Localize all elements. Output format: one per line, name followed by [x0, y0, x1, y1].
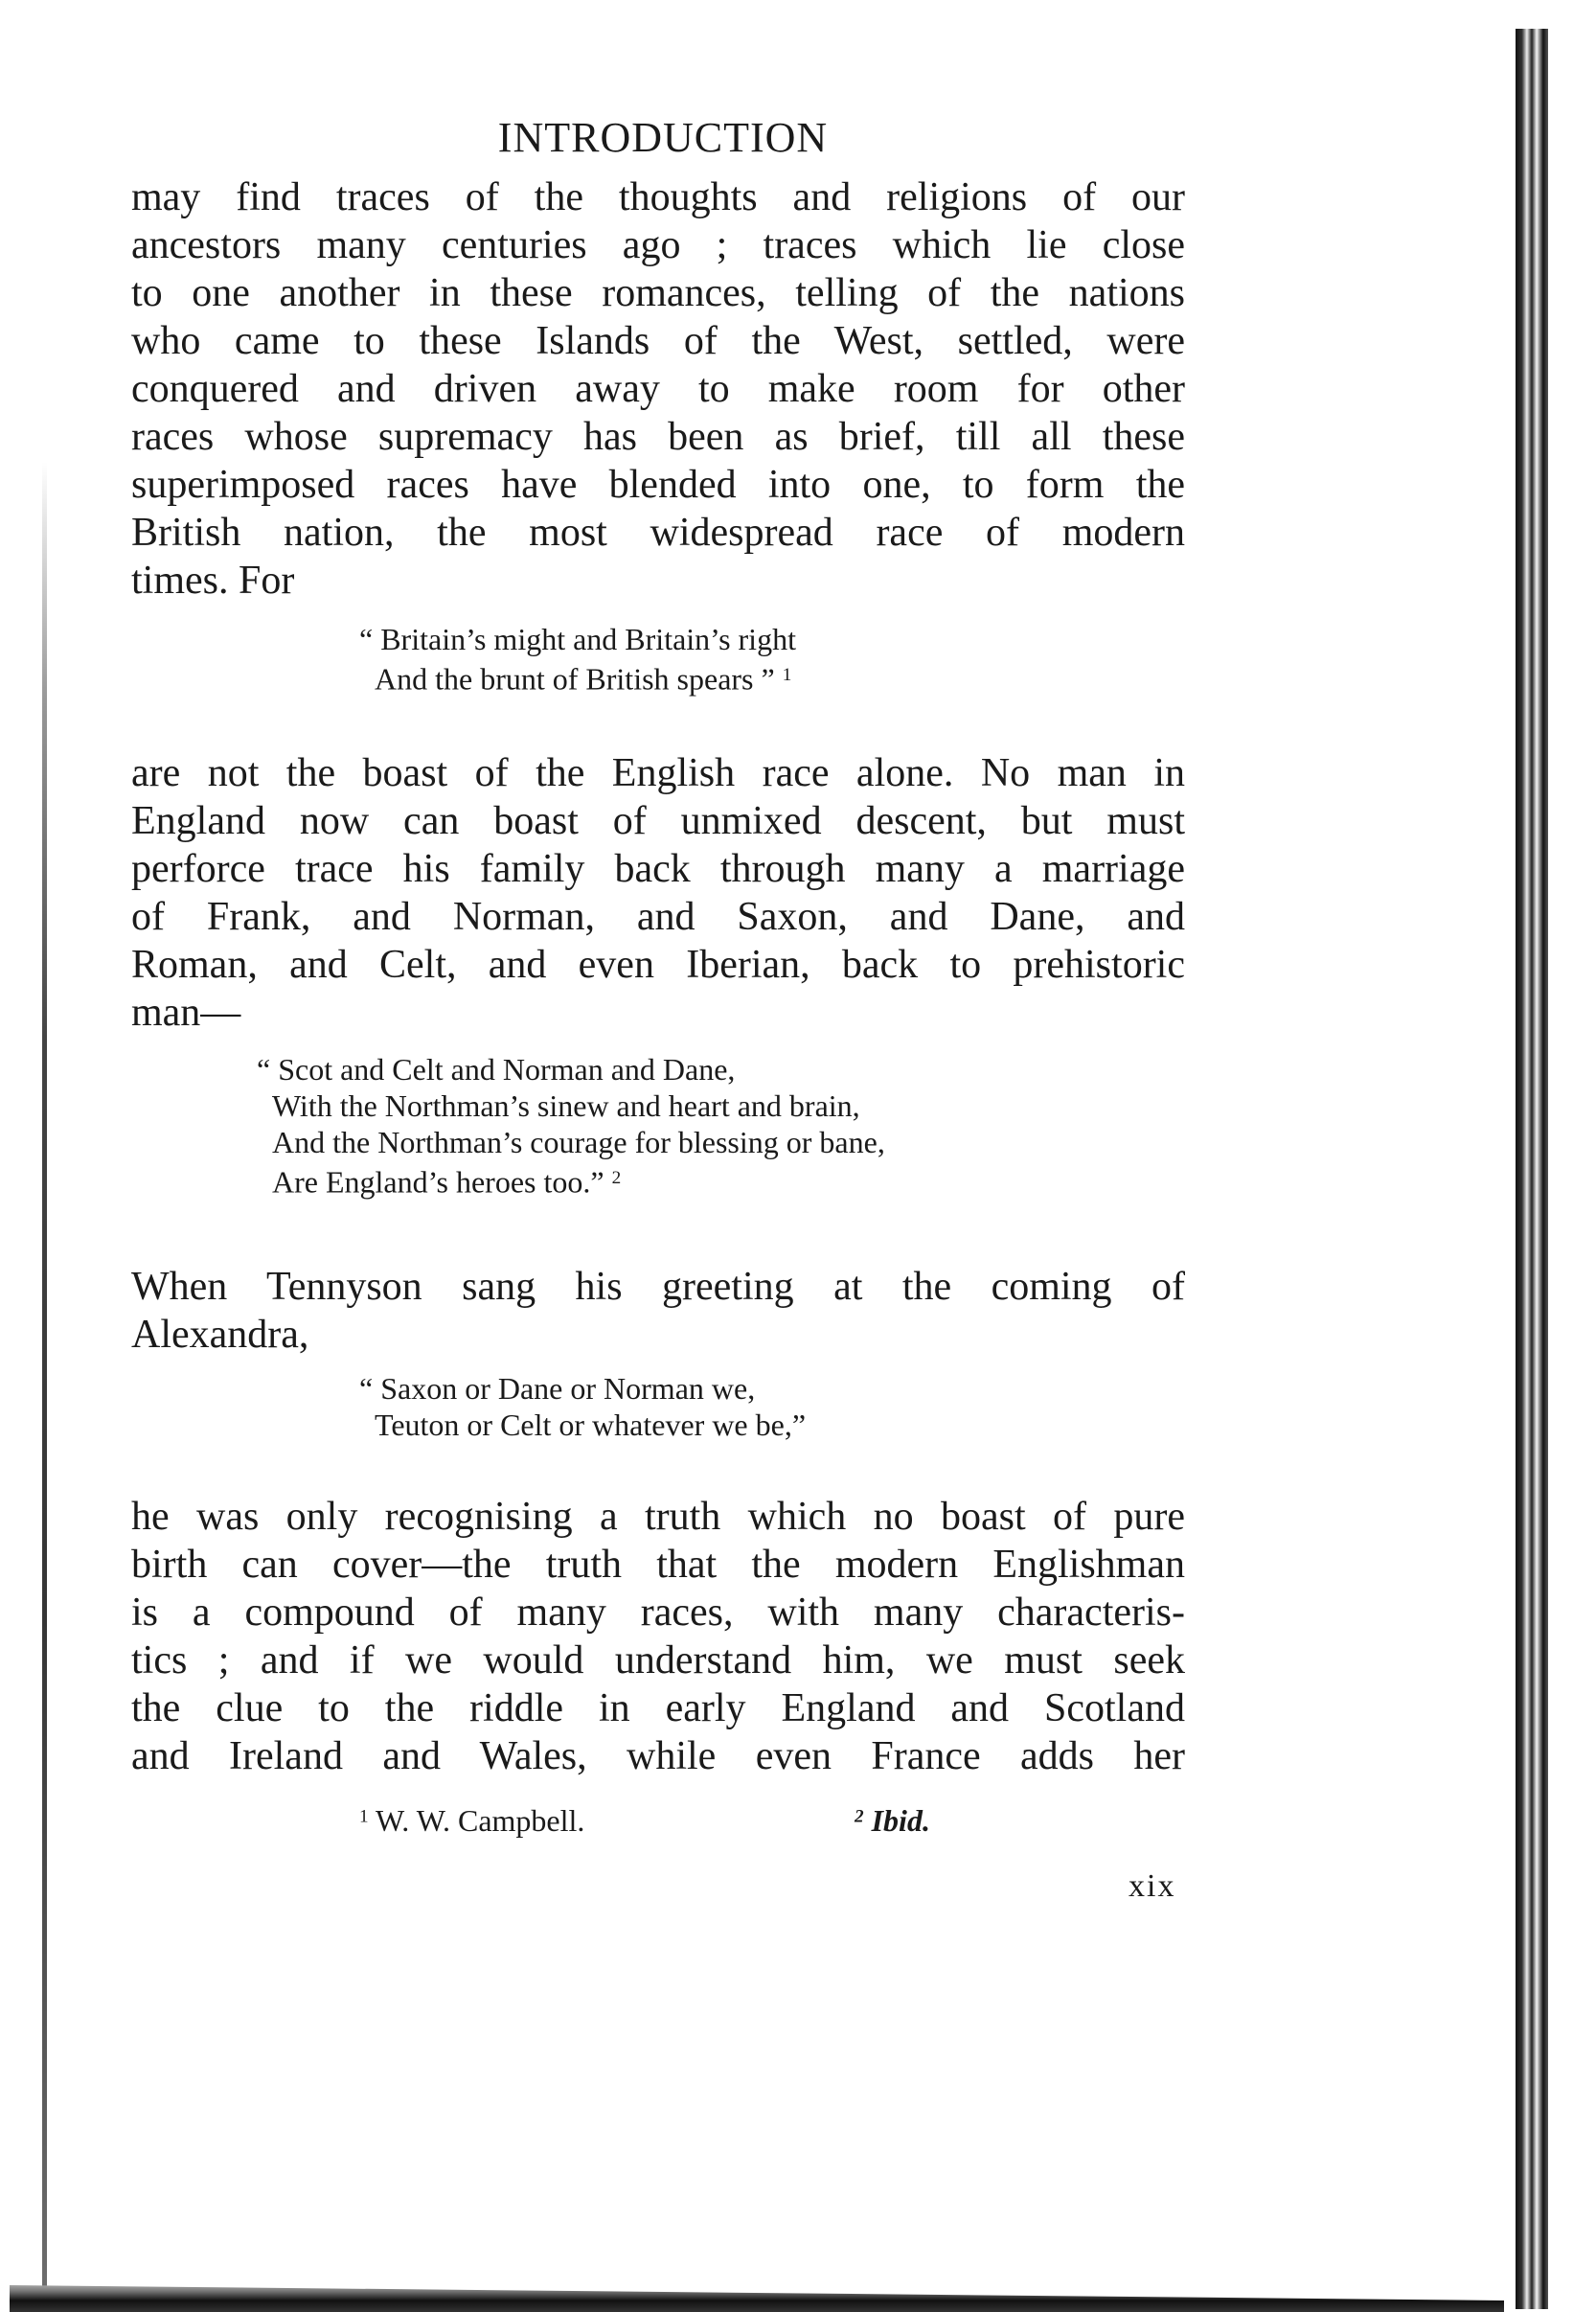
paragraph-4 [131, 1493, 1185, 1780]
verse-quote-1 [359, 621, 796, 698]
paragraph-1 [131, 173, 1185, 605]
verse-line: And the Northman’s courage for blessing or bane, [272, 1125, 885, 1159]
verse-line: With the Northman’s sinew and heart and brain, [272, 1088, 860, 1123]
text-line: he was only recognising a truth which no boast of pure [131, 1495, 1185, 1539]
text-line: and Ireland and Wales, while even France adds her [131, 1734, 1185, 1778]
running-head: INTRODUCTION [497, 114, 829, 161]
verse-line: “ Saxon or Dane or Norman we, [359, 1371, 756, 1406]
page-edge-left [42, 0, 47, 2312]
text-line: superimposed races have blended into one, to form the [131, 463, 1185, 507]
footnote-ref-2: 2 [611, 1168, 622, 1188]
paragraph-2 [131, 749, 1185, 1037]
text-line: times. For [131, 559, 295, 603]
text-line: Roman, and Celt, and even Iberian, back to prehistoric [131, 943, 1185, 987]
text-line: birth can cover—the truth that the modern Englishman [131, 1543, 1185, 1587]
text-line: British nation, the most widespread race of modern [131, 511, 1185, 555]
text-line: are not the boast of the English race alone. No man in [131, 751, 1185, 795]
footnote-text-1: W. W. Campbell. [376, 1803, 585, 1838]
verse-line: “ Britain’s might and Britain’s right [359, 622, 796, 656]
text-line: races whose supremacy has been as brief, till all these [131, 415, 1185, 459]
text-line: tics ; and if we would understand him, we must seek [131, 1638, 1185, 1682]
text-line: When Tennyson sang his greeting at the coming of [131, 1265, 1185, 1309]
text-line: may find traces of the thoughts and religions of our [131, 175, 1185, 219]
text-line: ancestors many centuries ago ; traces which lie close [131, 223, 1185, 267]
verse-line: And the brunt of British spears ” $^1$ [375, 661, 792, 697]
verse-line: “ Scot and Celt and Norman and Dane, [257, 1052, 736, 1087]
text-line: the clue to the riddle in early England and Scotland [131, 1686, 1185, 1730]
verse-line: Teuton or Celt or whatever we be,” [375, 1408, 807, 1442]
page-number: xix [1129, 1868, 1176, 1904]
verse-quote-2 [257, 1051, 885, 1201]
text-line: Alexandra, [131, 1313, 309, 1357]
verse-quote-3 [359, 1370, 806, 1443]
text-line: is a compound of many races, with many characteris- [131, 1591, 1185, 1635]
text-line: England now can boast of unmixed descent, but must [131, 799, 1185, 843]
text-line: to one another in these romances, telling of the nations [131, 271, 1185, 315]
page-edge-bottom [10, 2274, 1504, 2312]
text-line: man— [131, 991, 241, 1035]
paragraph-3 [131, 1263, 1185, 1359]
verse-line: Are England’s heroes too.” $^2$ [272, 1164, 622, 1200]
footnote-marker-1: 1 [359, 1806, 369, 1827]
text-line: perforce trace his family back through many a marriage [131, 847, 1185, 891]
footnote-marker-2: 2 [855, 1806, 864, 1827]
text-line: who came to these Islands of the West, settled, were [131, 319, 1185, 363]
text-line: of Frank, and Norman, and Saxon, and Dane, and [131, 895, 1185, 939]
footnote-text-2: Ibid. [871, 1803, 930, 1838]
footnote-ref-1: 1 [782, 665, 792, 685]
text-line: conquered and driven away to make room for other [131, 367, 1185, 411]
footnote-1 [359, 1803, 584, 1839]
page-edge-right [1516, 29, 1548, 2309]
footnote-2 [855, 1803, 930, 1839]
